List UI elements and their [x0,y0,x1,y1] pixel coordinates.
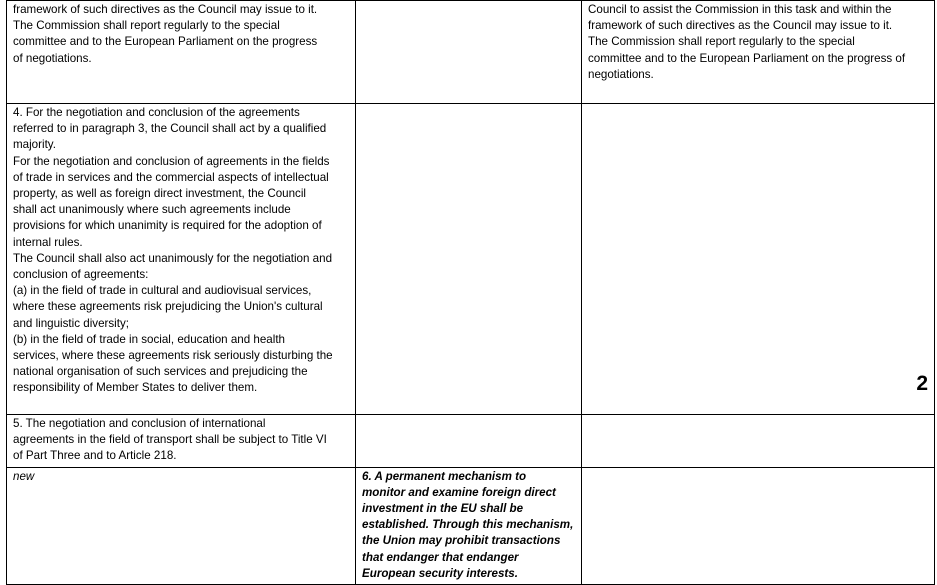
text-line: of Part Three and to Article 218. [13,449,177,463]
cell-comparison-text [582,415,935,468]
text-line: (a) in the field of trade in cultural and audiovisual services, [13,284,312,298]
text-line: referred to in paragraph 3, the Council shall act by a qualified [13,122,327,136]
text-line: committee and to the European Parliament on the progress of [588,51,906,65]
text-line: 5. The negotiation and conclusion of international [13,417,266,430]
cell-comparison-text [582,104,935,415]
text-line: European security interests. [362,566,518,580]
text-line: monitor and examine foreign direct [362,485,556,499]
text-line: shall act unanimously where such agreements include [13,203,291,217]
text-line: national organisation of such services and prejudicing the [13,365,308,379]
table-row [7,467,935,584]
table-row [7,415,935,468]
text-line: framework of such directives as the Council may issue to it. [588,19,893,33]
text-line: For the negotiation and conclusion of agreements in the fields [13,154,330,168]
comparison-table [6,0,935,585]
text-line: agreements in the field of transport shall be subject to Title VI [13,433,327,447]
text-line: committee and to the European Parliament on the progress [13,35,318,49]
cell-proposal [356,1,582,104]
text-line: of trade in services and the commercial aspects of intellectual [13,170,329,184]
text-line: that endanger that endanger [362,550,519,564]
text-line: where these agreements risk prejudicing the Union's cultural [13,300,323,314]
new-label: new [13,469,35,483]
cell-proposal [356,467,582,584]
text-line: services, where these agreements risk seriously disturbing the [13,349,333,363]
table-row [7,104,935,415]
text-line: the Union may prohibit transactions [362,534,561,548]
text-line: 4. For the negotiation and conclusion of the agreements [13,106,300,119]
text-line: majority. [13,138,56,152]
cell-current-text [7,104,356,415]
cell-comparison-text [582,1,935,104]
cell-current-text [7,415,356,468]
text-line: Council to assist the Commission in this task and within the [588,3,892,16]
text-line: The Commission shall report regularly to the special [13,19,280,33]
text-line: of negotiations. [13,51,92,65]
text-line: The Commission shall report regularly to the special [588,35,855,49]
text-line: property, as well as foreign direct investment, the Council [13,187,306,201]
table-row [7,1,935,104]
text-line: 6. A permanent mechanism to [362,469,527,483]
cell-comparison-text [582,467,935,584]
page-number: 2 [916,372,928,395]
text-line: (b) in the field of trade in social, education and health [13,332,285,346]
cell-current-text [7,467,356,584]
cell-proposal [356,415,582,468]
text-line: responsibility of Member States to deliver them. [13,381,258,395]
text-line: established. Through this mechanism, [362,518,574,532]
text-line: negotiations. [588,67,654,81]
text-line: provisions for which unanimity is required for the adoption of [13,219,322,233]
text-line: internal rules. [13,235,83,249]
text-line: framework of such directives as the Council may issue to it. [13,3,318,16]
cell-proposal [356,104,582,415]
text-line: investment in the EU shall be [362,502,524,516]
text-line: The Council shall also act unanimously for the negotiation and [13,251,333,265]
text-line: conclusion of agreements: [13,268,149,282]
text-line: and linguistic diversity; [13,316,129,330]
cell-current-text [7,1,356,104]
